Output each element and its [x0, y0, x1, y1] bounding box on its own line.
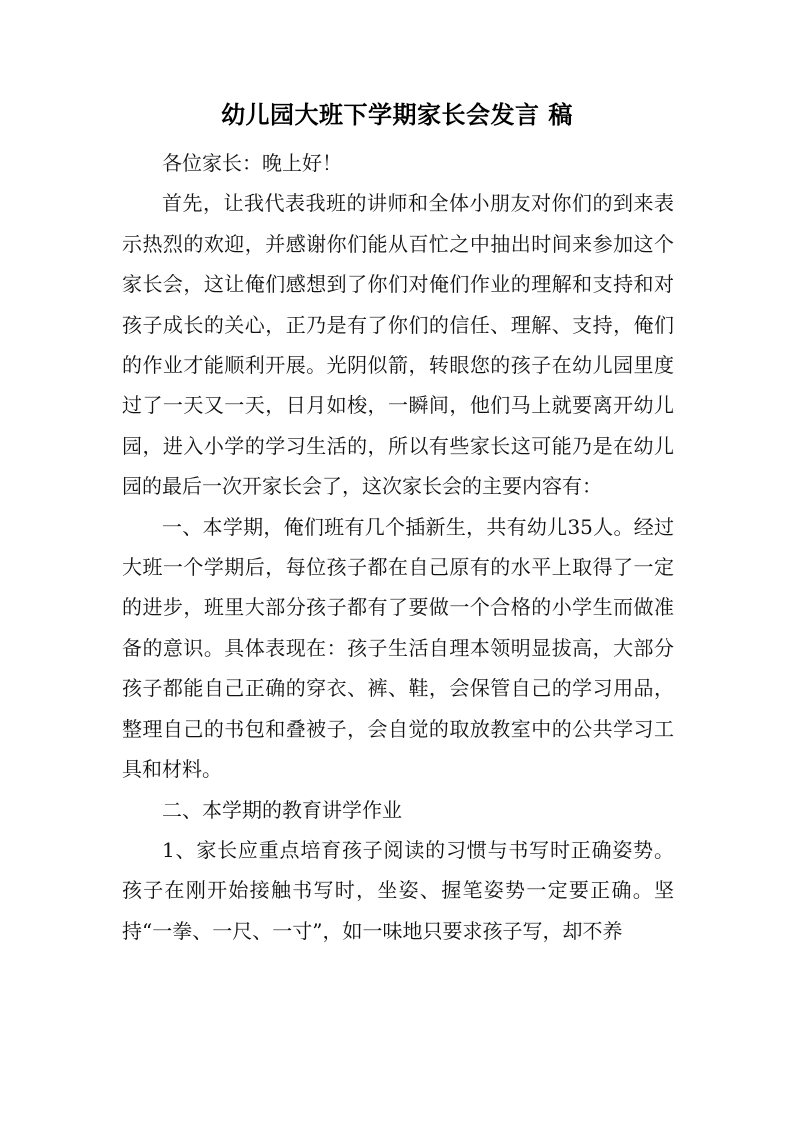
document-body	[122, 143, 674, 951]
document-title: 幼儿园大班下学期家长会发言 稿	[221, 101, 573, 129]
section-one-paragraph: 一、本学期，俺们班有几个插新生，共有幼儿35人。经过大班一个学期后，每位孩子都在自己原有的水平上取得了一定的进步，班里大部分孩子都有了要做一个合格的小学生而做准备的意识。具体表现在：孩子生活自理本领明显拔高，大部分孩子都能自己正确的穿衣、裤、鞋，会保管自己的学习用品，整理自己的书包和叠被子，会自觉的取放教室中的公共学习工具和材料。	[122, 514, 674, 782]
greeting-paragraph: 各位家长：晚上好！	[162, 151, 342, 175]
section-two-heading: 二、本学期的教育讲学作业	[162, 797, 402, 822]
intro-paragraph: 首先，让我代表我班的讲师和全体小朋友对你们的到来表示热烈的欢迎，并感谢你们能从百忙之中抽出时间来参加这个家长会，这让俺们感想到了你们对俺们作业的理解和支持和对孩子成长的关心，正乃是有了你们的信任、理解、支持，俺们的作业才能顺利开展。光阴似箭，转眼您的孩子在幼儿园里度过了一天又一天，日月如梭，一瞬间，他们马上就要离开幼儿园，进入小学的学习生活的，所以有些家长这可能乃是在幼儿园的最后一次开家长会了，这次家长会的主要内容有：	[122, 191, 674, 499]
item-one-paragraph: 1、家长应重点培育孩子阅读的习惯与书写时正确姿势。孩子在刚开始接触书写时，坐姿、握笔姿势一定要正确。坚持“一拳、一尺、一寸”，如一味地只要求孩子写，却不养	[122, 837, 674, 943]
